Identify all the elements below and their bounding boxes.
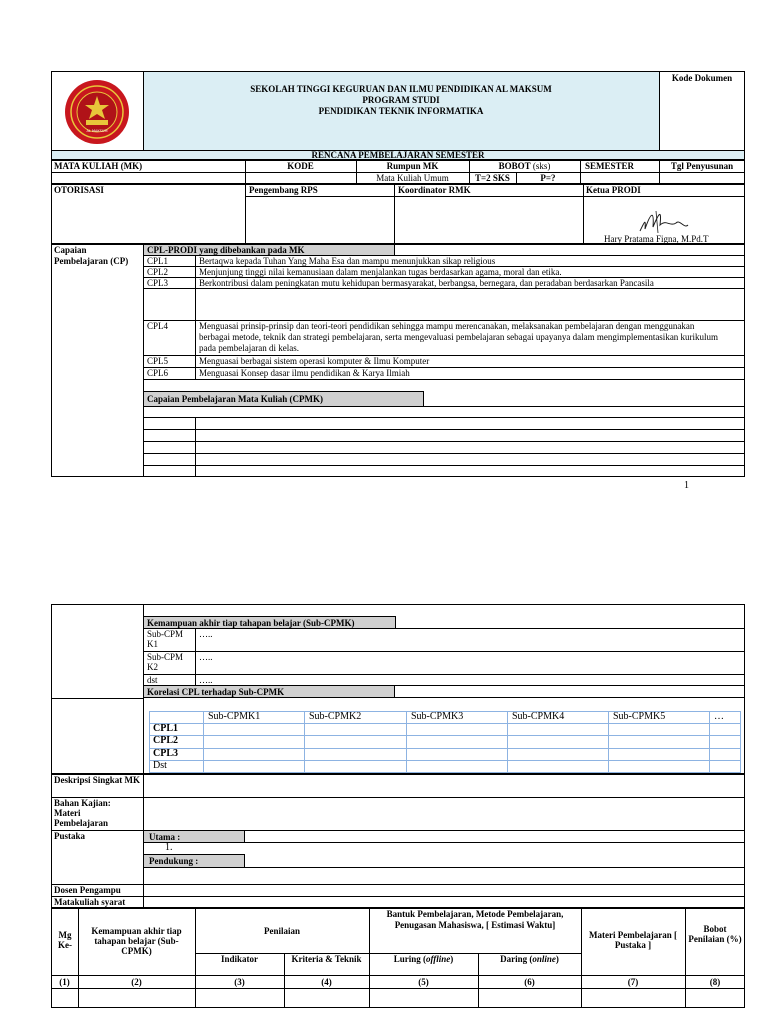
cpl-code: CPL1: [147, 256, 169, 266]
matrix-col-header: Sub-CPMK3: [411, 711, 464, 722]
luring-suffix: ): [450, 954, 454, 964]
deskripsi-label: Deskripsi Singkat MK: [54, 775, 141, 785]
doc-code-label: Kode Dokumen: [671, 73, 733, 83]
sched-penilaian-header: Penilaian: [263, 926, 300, 936]
logo-text: AL MAKSUM: [86, 129, 108, 133]
matrix-col-header: Sub-CPMK5: [613, 711, 666, 722]
date-label: Tgl Penyusunan: [670, 161, 734, 171]
coordinator-label: Koordinator RMK: [398, 185, 471, 195]
matrix-col-header: Sub-CPMK2: [309, 711, 362, 722]
dosen-label: Dosen Pengampu: [54, 885, 121, 895]
rps-title: RENCANA PEMBELAJARAN SEMESTER: [311, 150, 485, 160]
cpl-text: Berkontribusi dalam peningkatan mutu kehidupan bermasyarakat, berbangsa, bernegara, dan peradaban berdasarkan Pancasila: [199, 278, 654, 288]
sched-bobot-header: Bobot Penilaian (%): [688, 924, 742, 944]
institution-logo: [58, 79, 136, 145]
sched-col-number: (7): [627, 977, 639, 987]
developer-label: Pengembang RPS: [249, 185, 318, 195]
sched-col-number: (6): [524, 977, 535, 987]
matrix-col-header: Sub-CPMK4: [512, 711, 565, 722]
korelasi-header: Korelasi CPL terhadap Sub-CPMK: [147, 687, 285, 697]
subcpmk-value: …..: [199, 675, 213, 685]
sched-bentuk-header: Bantuk Pembelajaran, Metode Pembelajaran, Penugasan Mahasiswa, [ Estimasi Waktu]: [386, 909, 564, 930]
head-label: Ketua PRODI: [586, 185, 641, 195]
cluster-value: Mata Kuliah Umum: [376, 173, 449, 183]
cpl-code: CPL5: [147, 356, 169, 366]
cpl-header: CPL-PRODI yang dibebankan pada MK: [147, 245, 305, 255]
sched-col-number: (1): [59, 977, 70, 987]
weight-label: [469, 161, 580, 171]
sched-col-number: (4): [321, 977, 332, 987]
luring-prefix: Luring (: [393, 954, 426, 964]
weight-unit: (sks): [532, 161, 551, 171]
cpl-text: Menguasai prinsip-prinsip dan teori-teori pendidikan sehingga mampu merencanakan, melaksanakan pembelajaran dengan menggunakan berbagai metode, teknik dan strategi pembelajaran, serta mengevaluasi pembelajaran sebagai upayanya dalam mengimplementasikan kurikulum pada pembelajaran di kelas.: [199, 321, 719, 353]
institution-name: SEKOLAH TINGGI KEGURUAN DAN ILMU PENDIDIKAN AL MAKSUM: [250, 84, 552, 94]
luring-em: offline: [425, 954, 451, 964]
sched-materi-header: Materi Pembelajaran [ Pustaka ]: [589, 930, 677, 950]
sched-col-number: (3): [234, 977, 245, 987]
department-name: PENDIDIKAN TEKNIK INFORMATIKA: [318, 106, 484, 116]
utama-label: Utama :: [149, 832, 181, 842]
daring-em: online: [532, 954, 556, 964]
matrix-row-header: CPL3: [153, 748, 178, 759]
page-number: 1: [684, 480, 689, 491]
cpl-text: Menguasai Konsep dasar ilmu pendidikan & Karya Ilmiah: [199, 368, 410, 378]
authorization-label: OTORISASI: [54, 185, 104, 195]
head-name: Hary Pratama Figna, M.Pd.T: [604, 234, 709, 244]
cpl-code: CPL6: [147, 368, 169, 378]
utama-item: 1.: [165, 842, 173, 853]
course-label: MATA KULIAH (MK): [54, 161, 143, 171]
cpl-text: Menguasai berbagai sistem operasi komputer & Ilmu Komputer: [199, 356, 430, 366]
subcpmk-code: Sub-CPMK1: [147, 629, 184, 649]
sched-luring-header: [369, 954, 478, 964]
daring-prefix: Daring (: [500, 954, 533, 964]
sched-col-number: (5): [418, 977, 429, 987]
matrix-row-header: CPL2: [153, 735, 178, 746]
program-label: PROGRAM STUDI: [362, 95, 440, 105]
cpl-code: CPL4: [147, 321, 169, 331]
subcpmk-value: …..: [199, 629, 213, 639]
subcpmk-code: dst: [147, 675, 158, 685]
cpl-code: CPL3: [147, 278, 169, 288]
cpl-code: CPL2: [147, 267, 169, 277]
sched-indikator-header: Indikator: [220, 954, 258, 964]
sched-kemampuan-header: Kemampuan akhir tiap tahapan belajar (Sub-CPMK): [91, 926, 182, 956]
sched-col-number: (8): [709, 977, 721, 987]
matrix-col-header: …: [714, 711, 724, 722]
cpl-text: Menjunjung tinggi nilai kemanusiaan dalam menjalankan tugas berdasarkan agama, moral dan etika.: [199, 267, 562, 277]
semester-label: SEMESTER: [585, 161, 635, 171]
code-label: KODE: [287, 161, 314, 171]
subcpmk-code: Sub-CPMK2: [147, 652, 184, 672]
theory-value: T=2 SKS: [475, 173, 510, 183]
sched-col-number: (2): [131, 977, 142, 987]
bahan-label: Bahan Kajian: Materi Pembelajaran: [54, 798, 111, 828]
syarat-label: Matakuliah syarat: [54, 897, 126, 907]
cluster-label: Rumpun MK: [386, 161, 439, 171]
pendukung-label: Pendukung :: [149, 856, 199, 866]
signature: [632, 205, 692, 237]
sched-kriteria-header: Kriteria & Teknik: [291, 954, 362, 964]
subcpmk-value: …..: [199, 652, 213, 662]
matrix-row-header: Dst: [153, 760, 167, 771]
cpmk-header: Capaian Pembelajaran Mata Kuliah (CPMK): [147, 394, 323, 404]
cp-label: Capaian Pembelajaran (CP): [54, 245, 129, 266]
weight-label-text: BOBOT: [498, 161, 531, 171]
matrix-row-header: CPL1: [153, 723, 178, 734]
practice-value: P=?: [540, 173, 556, 183]
subcpmk-header: Kemampuan akhir tiap tahapan belajar (Sub-CPMK): [147, 618, 355, 628]
sched-mg-header: Mg Ke-: [58, 930, 72, 950]
matrix-col-header: Sub-CPMK1: [208, 711, 261, 722]
daring-suffix: ): [555, 954, 559, 964]
pustaka-label: Pustaka: [54, 831, 86, 841]
cpl-text: Bertaqwa kepada Tuhan Yang Maha Esa dan mampu menunjukkan sikap religious: [199, 256, 496, 266]
sched-daring-header: [478, 954, 581, 964]
